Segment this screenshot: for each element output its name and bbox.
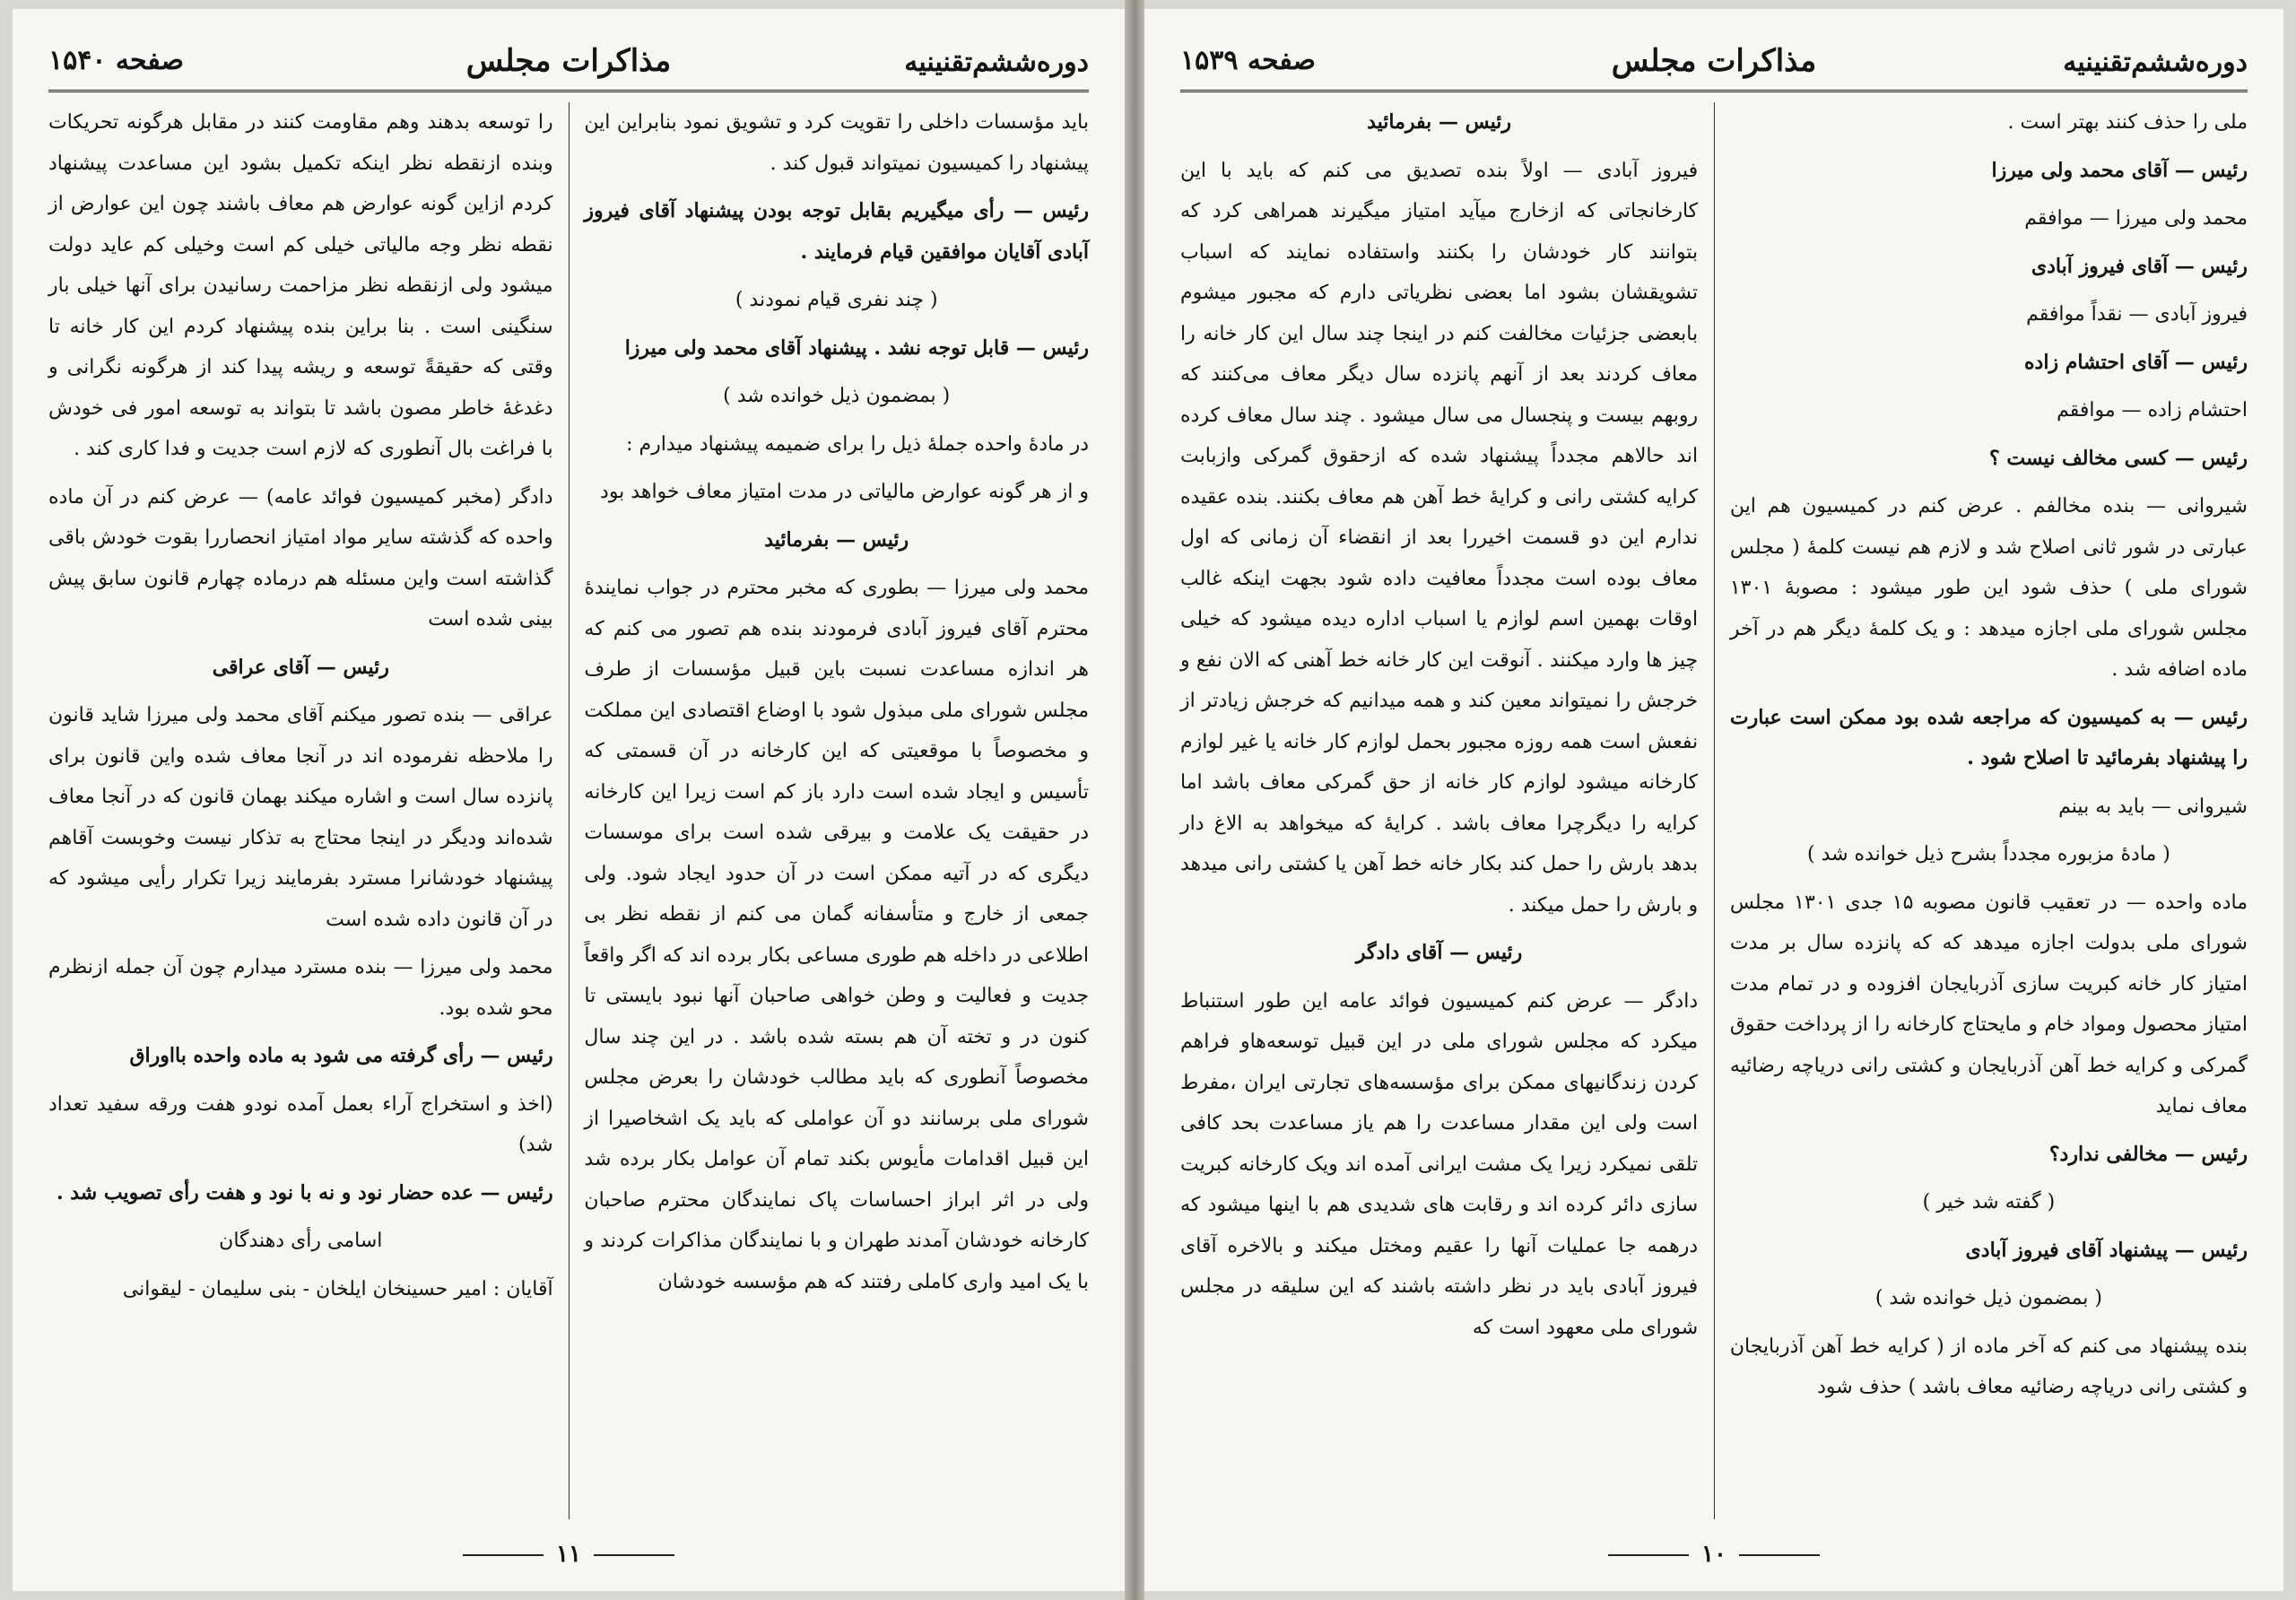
page-footer xyxy=(1144,1541,2283,1568)
footer-rule xyxy=(594,1554,674,1556)
paragraph: رئیس — قابل توجه نشد . پیشنهاد آقای محمد ولی میرزا xyxy=(624,335,1089,360)
column-left xyxy=(48,102,553,1519)
paragraph: ( گفته شد خیر ) xyxy=(1922,1191,2056,1213)
column-left xyxy=(1180,102,1698,1519)
book-gutter xyxy=(1125,0,1144,1600)
paragraph: محمد ولی میرزا — بطوری که مخبر محترم در جواب نمایندهٔ محترم آقای فیروز آبادی فرمودند بنده هم تصور می کنم که هر اندازه مساعدت نسبت باین قبیل مؤسسات از طرف مجلس شورای ملی مبذول شود با اوضاع اقتصادی این مملکت و مخصوصاً با موقعیتی که این کارخانه در آن قسمتی که تأسیس و ایجاد شده است دارد باز کم است زیرا این کارخانه در حقیقت یک علامت و بیرقی شده است برای موسسات دیگری که در آتیه ممکن است در آن حدود ایجاد شود. ولی جمعی از خارج و متأسفانه گمان می کنم از نقطه نظر بی اطلاعی در داخله هم طوری مساعی بکار برده اند که اگر واقعاً جدیت و فعالیت و وطن خواهی صاحبان آنها نبود بایستی تا کنون در و تخته آن هم بسته شده باشد . در این چند سال مخصوصاً آنطوری که باید مطالب خودشان را بعرض مجلس شورای ملی برسانند دو آن عواملی که باید یک اشخاصیرا از این قبیل اقدامات مأیوس بکند تمام آن عوامل بکار برده شد ولی در اثر ابراز احساسات پاک نمایندگان محترم صاحبان کارخانه خودشان آمدند طهران و با نمایندگان مذاکرات کردند و با یک امید واری کاملی رفتند که هم مؤسسه خودشان xyxy=(584,577,1089,1293)
paragraph: ( مادهٔ مزبوره مجدداً بشرح ذیل خوانده شد ) xyxy=(1807,843,2170,865)
paragraph: رئیس — آقای دادگر xyxy=(1355,941,1523,964)
paragraph: ماده واحده — در تعقیب قانون مصوبه ۱۵ جدی ۱۳۰۱ مجلس شورای ملی بدولت اجازه میدهد که که پانزده سال بر مدت امتیاز کار خانه کبریت سازی آذربایجان افزوده و در تمام مدت امتیاز محصول ومواد خام و مایحتاج کارخانه را از پرداخت حقوق گمرکی و کرایه خط آهن آذربایجان و کشتی رانی دریاچه رضائیه معاف نماید xyxy=(1729,891,2248,1117)
paragraph: رئیس — به کمیسیون که مراجعه شده بود ممکن است عبارت را پیشنهاد بفرمائید تا اصلاح شود . xyxy=(1729,705,2248,770)
paragraph: رئیس — آقای احتشام زاده xyxy=(2024,350,2248,374)
paragraph: ( چند نفری قیام نمودند ) xyxy=(735,289,938,311)
paragraph: عراقی — بنده تصور میکنم آقای محمد ولی میرزا شاید قانون را ملاحظه نفرموده اند در آنجا معاف شده واین قانون برای پانزده سال است و اشاره میکند بهمان قانون که در آنجا معاف شده‌اند ودیگر در اینجا محتاج به تذکار نیست وخوبست آقاهم پیشنهاد خودشانرا مسترد بفرمایند زیرا تکرار رأیی میشود که در آن قانون داده شده است xyxy=(48,704,553,931)
paragraph: رئیس — پیشنهاد آقای فیروز آبادی xyxy=(1965,1238,2248,1262)
paragraph: (اخذ و استخراج آراء بعمل آمده نودو هفت ورقه سفید تعداد شد) xyxy=(48,1092,553,1156)
period-label: دوره‌ششم‌تقنینیه xyxy=(904,47,1089,78)
paragraph: فیروز آبادی — اولاً بنده تصدیق می کنم که باید با این کارخانجاتی که ازخارج میآید امتیاز میگیرند همراهی کرد که بتوانند کار خودشان را بکنند واستفاده نمایند که اسباب تشویقشان بشود اما بعضی نظریاتی دارم که مجبور میشوم بابعضی جزئیات مخالفت کنم در اینجا چند سال این کار خانه را معاف کردند بعد از آنهم پانزده سال دیگر معاف می‌کنند که روبهم بیست و پنجسال می سال میشود . چند سال معاف کرده اند حالاهم مجدداً پیشنهاد شده که ازحقوق گمرکی وازبابت کرایه کشتی رانی و کرایهٔ خط آهن هم معاف بکنند. بنده عقیده ندارم این دو قسمت اخیررا بعد از انقضاء آن زمانی که اول معاف بوده است مجدداً معافیت داده شود بجهت اینکه غالب اوقات بهمین اسم لوازم یا اسباب اداره دیده میشود که خیلی چیز ها وارد میکنند . آنوقت این کار خانه خط آهنی که الان نفع و خرجش را نمیتواند معین کند و همه میدانیم که خرجش زیادتر از نفعش است همه روزه مجبور بحمل لوازم کار خانه یا غیر لوازم کارخانه میشود لوازم کار خانه از حق گمرکی معاف باشد اما کرایه را دیگرچرا معاف باشد . کرایهٔ که میخواهد به الاغ دار بدهد بارش را حمل کند بکار خانه خط آهن یا کشتی رانی میدهد و بارش را حمل میکند . xyxy=(1180,159,1699,917)
page-title: مذاکرات مجلس xyxy=(1611,43,1817,79)
paragraph: باید مؤسسات داخلی را تقویت کرد و تشویق نمود بنابراین این پیشنهاد را کمیسیون نمیتواند قبول کند . xyxy=(584,111,1089,175)
columns xyxy=(48,102,1089,1519)
paragraph: رئیس — بفرمائید xyxy=(764,527,909,552)
footer-page-number: ۱۱ xyxy=(556,1541,581,1568)
column-right xyxy=(1730,102,2248,1519)
paragraph: رئیس — آقای محمد ولی میرزا xyxy=(1991,158,2248,182)
paragraph: شیروانی — باید به بینم xyxy=(2058,795,2248,818)
column-right xyxy=(584,102,1089,1519)
paragraph: آقایان : امیر حسینخان ایلخان - بنی سلیمان - لیقوانی xyxy=(122,1277,553,1300)
paragraph: رئیس — عده حضار نود و نه با نود و هفت رأی تصویب شد . xyxy=(56,1180,553,1204)
footer-rule xyxy=(463,1554,544,1556)
paragraph: رئیس — آقای فیروز آبادی xyxy=(2031,254,2248,278)
page-header xyxy=(1180,34,2248,92)
footer-page-number: ۱۰ xyxy=(1701,1541,1726,1568)
paragraph: شیروانی — بنده مخالفم . عرض کنم در کمیسیون هم این عبارتی در شور ثانی اصلاح شد و لازم هم نیست کلمهٔ ( مجلس شورای ملی ) حذف شود این طور میشود : مصوبهٔ ۱۳۰۱ مجلس شورای ملی اجازه میدهد : و یک کلمهٔ دیگر هم در آخر ماده اضافه شد . xyxy=(1729,495,2248,681)
paragraph: فیروز آبادی — نقداً موافقم xyxy=(2026,303,2248,326)
paragraph: رئیس — کسی مخالف نیست ؟ xyxy=(1989,446,2248,470)
page-number-label: صفحه ۱۵۳۹ xyxy=(1180,45,1316,76)
page-title: مذاکرات مجلس xyxy=(465,43,672,79)
period-label: دوره‌ششم‌تقنینیه xyxy=(2063,47,2248,78)
footer-rule xyxy=(1739,1554,1820,1556)
page-header xyxy=(48,34,1089,92)
page-footer xyxy=(13,1541,1125,1568)
paragraph: محمد ولی میرزا — موافقم xyxy=(2024,207,2248,230)
page-1539 xyxy=(1144,9,2283,1591)
paragraph: احتشام زاده — موافقم xyxy=(2057,399,2248,422)
page-number-label: صفحه ۱۵۴۰ xyxy=(48,45,184,76)
paragraph: ( بمضمون ذیل خوانده شد ) xyxy=(723,385,951,407)
paragraph: رئیس — رأی گرفته می شود به ماده واحده بااوراق xyxy=(129,1044,553,1067)
paragraph: در مادهٔ واحده جملهٔ ذیل را برای ضمیمه پیشنهاد میدارم : xyxy=(626,432,1089,456)
paragraph: محمد ولی میرزا — بنده مسترد میدارم چون آن جمله ازنظرم محو شده بود. xyxy=(48,956,553,1020)
paragraph: رئیس — آقای عراقی xyxy=(212,655,389,679)
paragraph: دادگر — عرض کنم کمیسیون فوائد عامه این طور استنباط میکرد که مجلس شورای ملی در این قبیل توسعه‌هاو فراهم کردن زندگانیهای ممکن برای مؤسسه‌های تجارتی ایران ،مفرط است ولی این مقدار مساعدت را هم یاز مساعدت بحد کافی تلقی نمیکرد زیرا یک مشت ایرانی آمده اند ویک کارخانه کبریت سازی دائر کرده اند و رقابت های شدیدی هم با اینها میشود که درهمه جا عملیات آنها را عقیم ومختل میکند و بالاخره آقای فیروز آبادی باید در نظر داشته باشند که این سلیقه در مجلس شورای ملی معهود است که xyxy=(1180,989,1699,1339)
page-1540 xyxy=(13,9,1125,1591)
paragraph: ( بمضمون ذیل خوانده شد ) xyxy=(1874,1287,2102,1309)
paragraph: ملی را حذف کنند بهتر است . xyxy=(2007,111,2248,134)
paragraph: و از هر گونه عوارض مالیاتی در مدت امتیاز معاف خواهد بود xyxy=(600,481,1089,503)
footer-rule xyxy=(1608,1554,1689,1556)
paragraph: را توسعه بدهند وهم مقاومت کنند در مقابل هرگونه تحریکات وبنده ازنقطه نظر اینکه تکمیل بشود این مساعدت پیشنهاد کردم ازاین گونه عوارض هم معاف باشند چون این عوارض از نقطه نظر وجه مالیاتی خیلی کم است وخیلی کم عاید دولت میشود ولی ازنقطه نظر مزاحمت رسانیدن برای آنها خیلی بار سنگینی است . بنا براین بنده پیشنهاد کردم این کار خانه تا وقتی که حقیقةً توسعه و ریشه پیدا کند از هرگونه نگرانی و دغدغهٔ خاطر مصون باشد تا بتواند به توسعه امور فی خودش با فراغت بال آنطوری که لازم است جدیت و فدا کاری کند . xyxy=(48,111,553,460)
column-divider xyxy=(569,102,570,1519)
paragraph: رئیس — مخالفی ندارد؟ xyxy=(2048,1142,2248,1166)
column-divider xyxy=(1714,102,1715,1519)
paragraph: اسامی رأی دهندگان xyxy=(219,1230,383,1252)
columns xyxy=(1180,102,2248,1519)
paragraph: رئیس — رأی میگیریم بقابل توجه بودن پیشنهاد آقای فیروز آبادی آقایان موافقین قیام فرمایند . xyxy=(584,199,1089,264)
paragraph: بنده پیشنهاد می کنم که آخر ماده از ( کرایه خط آهن آذربایجان و کشتی رانی دریاچه رضائیه معاف باشد ) حذف شود xyxy=(1729,1335,2248,1398)
paragraph: رئیس — بفرمائید xyxy=(1367,110,1512,134)
paragraph: دادگر (مخبر کمیسیون فوائد عامه) — عرض کنم در آن ماده واحده که گذشته سایر مواد امتیاز انحصاررا بقوت خودش باقی گذاشته است واین مسئله هم درماده چهارم قانون سابق پیش بینی شده است xyxy=(48,485,553,630)
